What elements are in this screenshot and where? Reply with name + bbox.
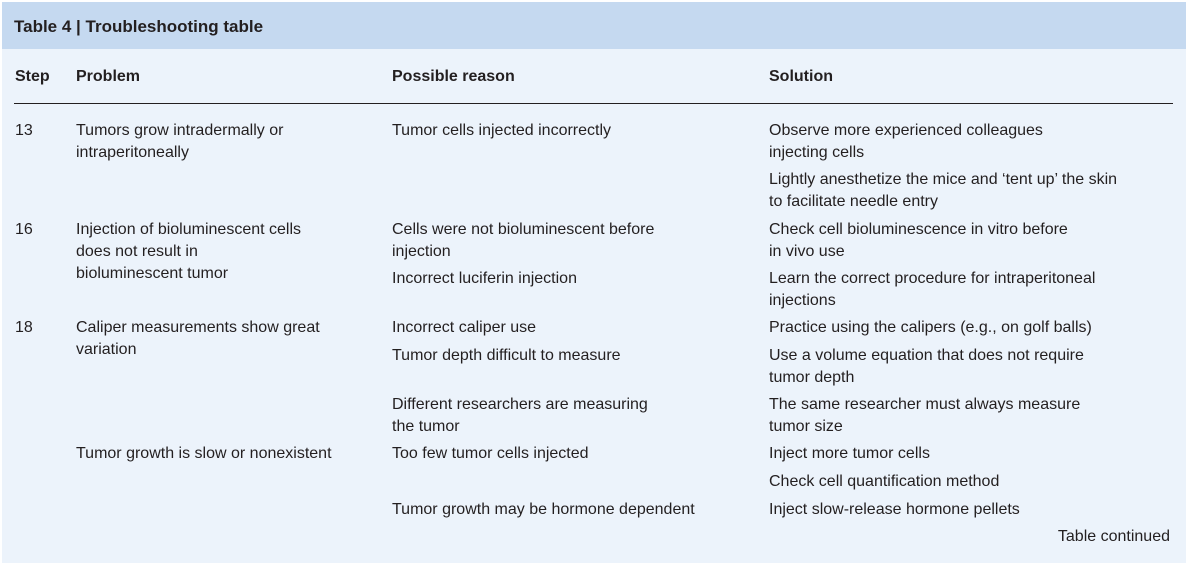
reason-cell: Too few tumor cells injected bbox=[392, 445, 589, 462]
table-continued-note: Table continued bbox=[1057, 528, 1170, 545]
solution-cell: Practice using the calipers (e.g., on golf balls) bbox=[769, 319, 1092, 336]
problem-cell: Caliper measurements show great variation bbox=[76, 319, 320, 358]
solution-cell: The same researcher must always measure tumor size bbox=[769, 396, 1081, 435]
problem-cell: Tumors grow intradermally or intraperitoneally bbox=[76, 122, 284, 161]
solution-cell: Lightly anesthetize the mice and ‘tent up’ the skin to facilitate needle entry bbox=[769, 171, 1118, 210]
problem-cell: Tumor growth is slow or nonexistent bbox=[76, 445, 332, 462]
header-rule bbox=[14, 103, 1173, 104]
solution-cell: Check cell bioluminescence in vitro before in vivo use bbox=[769, 221, 1068, 260]
step-13: 13 bbox=[15, 122, 33, 139]
solution-cell: Inject more tumor cells bbox=[769, 445, 930, 462]
header-possible-reason: Possible reason bbox=[392, 68, 515, 85]
header-step: Step bbox=[15, 68, 50, 85]
reason-cell: Tumor cells injected incorrectly bbox=[392, 122, 612, 139]
troubleshooting-table-panel bbox=[2, 2, 1186, 563]
solution-cell: Check cell quantification method bbox=[769, 473, 1000, 490]
solution-cell: Observe more experienced colleagues injecting cells bbox=[769, 122, 1043, 161]
header-solution: Solution bbox=[769, 68, 833, 85]
step-18: 18 bbox=[15, 319, 33, 336]
table-title-bar bbox=[2, 2, 1186, 49]
problem-cell: Injection of bioluminescent cells does not result in bioluminescent tumor bbox=[76, 221, 302, 282]
solution-cell: Learn the correct procedure for intraperitoneal injections bbox=[769, 270, 1096, 309]
reason-cell: Tumor growth may be hormone dependent bbox=[392, 501, 695, 518]
reason-cell: Tumor depth difficult to measure bbox=[392, 347, 621, 364]
solution-cell: Inject slow-release hormone pellets bbox=[769, 501, 1020, 518]
solution-cell: Use a volume equation that does not require tumor depth bbox=[769, 347, 1084, 386]
header-problem: Problem bbox=[76, 68, 141, 85]
table-title: Table 4 | Troubleshooting table bbox=[14, 17, 264, 36]
reason-cell: Cells were not bioluminescent before injection bbox=[392, 221, 655, 260]
reason-cell: Different researchers are measuring the tumor bbox=[392, 396, 648, 435]
reason-cell: Incorrect luciferin injection bbox=[392, 270, 577, 287]
reason-cell: Incorrect caliper use bbox=[392, 319, 537, 336]
step-16: 16 bbox=[15, 221, 33, 238]
